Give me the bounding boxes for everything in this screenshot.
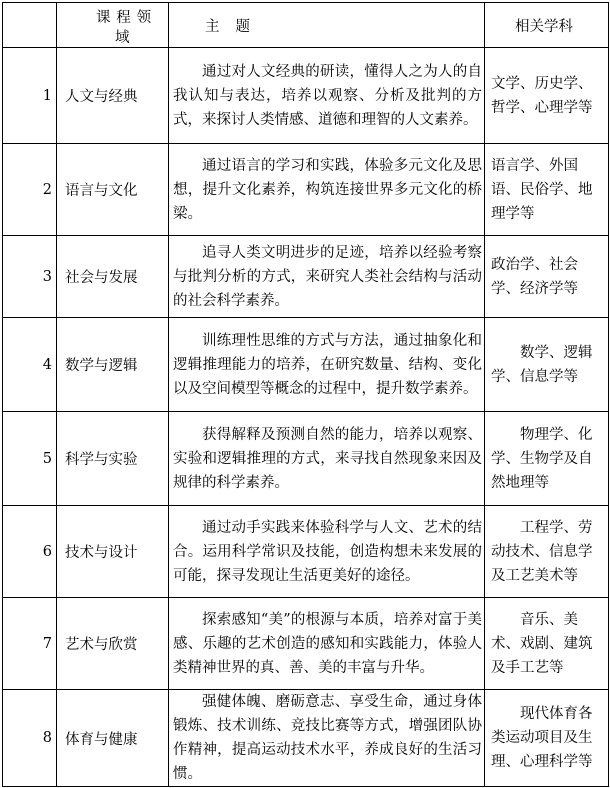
table-row <box>3 236 609 318</box>
table-row <box>3 144 609 236</box>
table-row <box>3 48 609 144</box>
table-row <box>3 506 609 598</box>
table-row <box>3 598 609 690</box>
related-subjects: 政治学、社会学、经济学等 <box>485 236 609 318</box>
row-number: 7 <box>3 598 57 690</box>
header-course-area-line2: 域 <box>115 30 130 46</box>
course-area: 数学与逻辑 <box>57 318 169 412</box>
header-topic: 主题 <box>169 3 485 48</box>
course-area: 人文与经典 <box>57 48 169 144</box>
row-number: 8 <box>3 690 57 787</box>
table-row <box>3 690 609 787</box>
course-area: 科学与实验 <box>57 412 169 506</box>
topic-text: 通过动手实践来体验科学与人文、艺术的结合。运用科学常识及技能，创造构想未来发展的可能，探寻发现让生活更美好的途径。 <box>169 506 485 598</box>
course-area: 技术与设计 <box>57 506 169 598</box>
header-course-area <box>57 3 169 48</box>
table-row <box>3 318 609 412</box>
row-number: 4 <box>3 318 57 412</box>
header-num-cell <box>3 3 57 48</box>
course-area: 艺术与欣赏 <box>57 598 169 690</box>
topic-text: 强健体魄、磨砺意志、享受生命，通过身体锻炼、技术训练、竞技比赛等方式，增强团队协作精神，提高运动技术水平，养成良好的生活习惯。 <box>169 690 485 787</box>
course-area: 社会与发展 <box>57 236 169 318</box>
related-subjects: 物理学、化学、生物学及自然地理等 <box>485 412 609 506</box>
topic-text: 获得解释及预测自然的能力，培养以观察、实验和逻辑推理的方式，来寻找自然现象来因及规律的科学素养。 <box>169 412 485 506</box>
topic-text: 追寻人类文明进步的足迹，培养以经验考察与批判分析的方式，来研究人类社会结构与活动的社会科学素养。 <box>169 236 485 318</box>
topic-text: 训练理性思维的方式与方法，通过抽象化和逻辑推理能力的培养，在研究数量、结构、变化以及空间模型等概念的过程中，提升数学素养。 <box>169 318 485 412</box>
table-row <box>3 412 609 506</box>
course-area: 体育与健康 <box>57 690 169 787</box>
course-areas-table <box>2 2 609 787</box>
related-subjects: 语言学、外国语、民俗学、地理学等 <box>485 144 609 236</box>
row-number: 1 <box>3 48 57 144</box>
related-subjects: 文学、历史学、哲学、心理学等 <box>485 48 609 144</box>
header-subjects: 相关学科 <box>485 3 609 48</box>
row-number: 3 <box>3 236 57 318</box>
row-number: 2 <box>3 144 57 236</box>
course-area: 语言与文化 <box>57 144 169 236</box>
row-number: 5 <box>3 412 57 506</box>
related-subjects: 数学、逻辑学、信息学等 <box>485 318 609 412</box>
topic-text: 探索感知“美”的根源与本质，培养对富于美感、乐趣的艺术创造的感知和实践能力，体验人类精神世界的真、善、美的丰富与升华。 <box>169 598 485 690</box>
header-course-area-line1: 课程领 <box>96 10 157 26</box>
related-subjects: 现代体育各类运动项目及生理、心理科学等 <box>485 690 609 787</box>
topic-text: 通过对人文经典的研读，懂得人之为人的自我认知与表达，培养以观察、分析及批判的方式，来探讨人类情感、道德和理智的人文素养。 <box>169 48 485 144</box>
related-subjects: 工程学、劳动技术、信息学及工艺美术等 <box>485 506 609 598</box>
related-subjects: 音乐、美术、戏剧、建筑及手工艺等 <box>485 598 609 690</box>
row-number: 6 <box>3 506 57 598</box>
topic-text: 通过语言的学习和实践，体验多元文化及思想，提升文化素养，构筑连接世界多元文化的桥梁。 <box>169 144 485 236</box>
table-header-row <box>3 3 609 48</box>
